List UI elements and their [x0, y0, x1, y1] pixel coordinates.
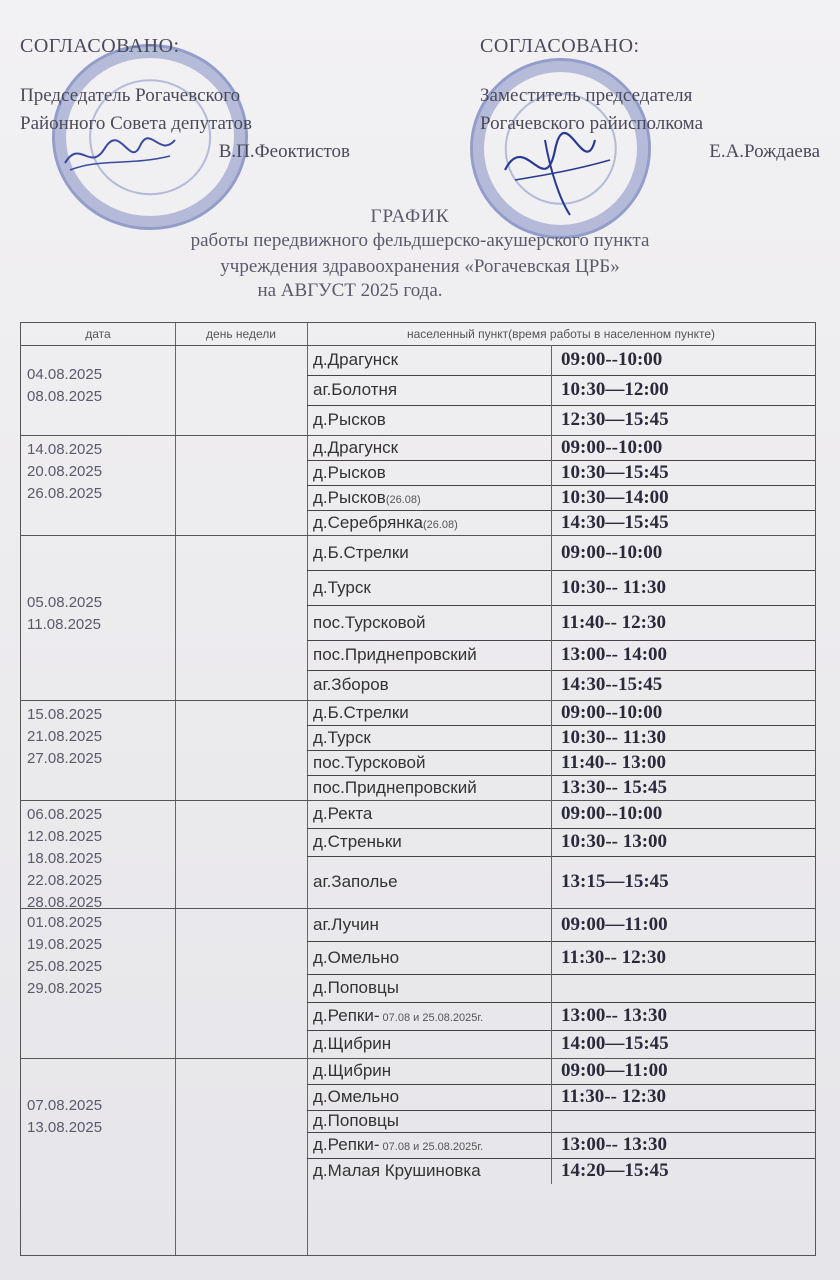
settlement-label: д.Малая Крушиновка: [313, 1161, 481, 1180]
document-title-block: [0, 206, 840, 302]
time-divider: [551, 1002, 552, 1030]
row-divider: [307, 1002, 815, 1003]
settlement-name: [313, 978, 399, 998]
time-divider: [551, 775, 552, 800]
document-period: на АВГУСТ 2025 года.: [257, 280, 443, 301]
row-divider: [307, 670, 815, 671]
time-divider: [551, 510, 552, 535]
settlement-label: д.Ректа: [313, 804, 373, 823]
position-line-2: Рогачевского райисполкома: [480, 113, 704, 134]
settlement-label: д.Щибрин: [313, 1034, 392, 1053]
settlement-label: д.Омельно: [313, 947, 400, 967]
date-value: 28.08.2025: [27, 894, 103, 911]
work-time: 09:00—11:00: [561, 913, 668, 935]
work-time: 14:30—15:45: [561, 511, 669, 533]
row-divider: [307, 941, 815, 942]
time-divider: [551, 1030, 552, 1058]
group-dates: [27, 1095, 102, 1139]
date-note: (26.08): [422, 518, 458, 531]
group-dates: [27, 804, 102, 914]
date-value: 20.08.2025: [27, 463, 103, 480]
time-divider: [551, 1110, 552, 1132]
column-header-place: населенный пункт(время работы в населенном пункте): [307, 323, 815, 346]
work-time: 09:00--10:00: [561, 436, 663, 458]
time-divider: [551, 640, 552, 670]
row-divider: [307, 1158, 815, 1159]
settlement-name: [313, 488, 421, 508]
work-time: 10:30-- 11:30: [561, 726, 667, 748]
signature-left-icon: [60, 128, 180, 178]
work-time: 10:30-- 11:30: [561, 576, 667, 598]
agreed-label: СОГЛАСОВАНО:: [480, 35, 640, 57]
date-value: 21.08.2025: [27, 728, 103, 745]
document-subtitle-2: учреждения здравоохранения «Рогачевская ЦРБ»: [220, 256, 620, 277]
settlement-label: д.Драгунск: [313, 350, 399, 369]
row-divider: [307, 375, 815, 376]
settlement-label: д.Серебрянка: [313, 512, 423, 532]
settlement-name: [313, 915, 379, 935]
work-time: 13:30-- 15:45: [561, 776, 668, 798]
settlement-label: д.Щибрин: [313, 1061, 392, 1080]
settlement-name: [313, 1087, 399, 1107]
date-value: 26.08.2025: [27, 485, 103, 502]
date-value: 15.08.2025: [27, 706, 103, 723]
date-note: 07.08 и 25.08.2025г.: [379, 1012, 484, 1024]
work-time: 10:30—12:00: [561, 379, 669, 400]
settlement-label: д.Стреньки: [313, 832, 402, 851]
settlement-label: д.Турск: [313, 727, 371, 747]
group-dates: [27, 439, 102, 505]
settlement-name: [313, 513, 458, 533]
work-time: 14:30--15:45: [561, 674, 663, 695]
row-divider: [307, 405, 815, 406]
column-header-weekday: день недели: [175, 323, 307, 346]
settlement-label: пос.Турсковой: [313, 752, 426, 772]
work-time: 10:30-- 13:00: [561, 831, 668, 852]
time-divider: [551, 800, 552, 828]
settlement-label: пос.Турсковой: [313, 612, 426, 632]
time-divider: [551, 1132, 552, 1158]
settlement-name: [313, 543, 409, 563]
work-time: 13:00-- 13:30: [561, 1134, 668, 1155]
date-value: 13.08.2025: [27, 1119, 103, 1136]
time-divider: [551, 1058, 552, 1084]
settlement-name: [313, 380, 397, 400]
time-divider: [551, 974, 552, 1002]
row-divider: [307, 856, 815, 857]
row-divider: [307, 1132, 815, 1133]
work-time: 09:00--10:00: [561, 803, 663, 824]
work-time: 14:20—15:45: [561, 1160, 669, 1181]
time-divider: [551, 605, 552, 640]
signatory-name: Е.А.Рождаева: [709, 141, 820, 162]
work-time: 09:00--10:00: [561, 541, 663, 563]
settlement-name: [313, 778, 477, 798]
column-header-date: дата: [21, 323, 175, 346]
schedule-group: [21, 800, 815, 909]
settlement-label: аг.Болотня: [313, 380, 398, 399]
date-value: 11.08.2025: [27, 615, 101, 633]
time-divider: [551, 1158, 552, 1184]
settlement-label: д.Поповцы: [313, 1111, 399, 1130]
date-value: 06.08.2025: [27, 806, 103, 823]
date-value: 05.08.2025: [27, 593, 103, 611]
work-time: 09:00--10:00: [561, 701, 663, 723]
group-dates: [27, 704, 102, 770]
settlement-name: [313, 1161, 481, 1181]
group-dates: [27, 912, 102, 1000]
work-time: 09:00--10:00: [561, 349, 663, 370]
row-divider: [307, 974, 815, 975]
time-divider: [551, 750, 552, 775]
position-line-2: Районного Совета депутатов: [20, 113, 253, 134]
group-dates: [27, 592, 102, 636]
settlement-name: [313, 675, 389, 695]
position-line-1: Заместитель председателя: [480, 85, 693, 106]
settlement-label: д.Поповцы: [313, 978, 399, 997]
date-value: 07.08.2025: [27, 1097, 103, 1114]
time-divider: [551, 405, 552, 435]
settlement-name: [313, 1006, 483, 1026]
position-line-1: Председатель Рогачевского: [20, 85, 241, 106]
date-value: 19.08.2025: [27, 936, 103, 953]
settlement-name: [313, 350, 398, 370]
settlement-name: [313, 438, 398, 458]
settlement-name: [313, 1111, 399, 1131]
date-value: 04.08.2025: [27, 366, 103, 383]
date-value: 14.08.2025: [27, 441, 103, 458]
time-divider: [551, 1084, 552, 1110]
time-divider: [551, 908, 552, 941]
settlement-label: аг.Лучин: [313, 914, 379, 934]
date-value: 25.08.2025: [27, 958, 103, 975]
settlement-label: пос.Приднепровский: [313, 777, 477, 797]
settlement-label: д.Б.Стрелки: [313, 542, 409, 562]
settlement-label: д.Драгунск: [313, 437, 399, 457]
settlement-name: [313, 578, 371, 598]
settlement-label: аг.Заполье: [313, 872, 398, 891]
time-divider: [551, 535, 552, 570]
schedule-table: [20, 322, 816, 1256]
row-divider: [307, 828, 815, 829]
settlement-name: [313, 872, 398, 892]
schedule-group: [21, 345, 815, 436]
group-dates: [27, 364, 102, 408]
settlement-name: [313, 1034, 391, 1054]
settlement-name: [313, 948, 399, 968]
signatory-name: В.П.Феоктистов: [218, 141, 350, 162]
settlement-name: [313, 463, 386, 483]
date-value: 01.08.2025: [27, 914, 103, 931]
time-divider: [551, 941, 552, 974]
settlement-name: [313, 832, 402, 852]
settlement-label: д.Репки-: [313, 1135, 380, 1154]
settlement-label: д.Рысков: [313, 410, 386, 429]
settlement-label: д.Б.Стрелки: [313, 702, 409, 722]
settlement-label: д.Рысков: [313, 487, 386, 507]
time-divider: [551, 460, 552, 485]
work-time: 14:00—15:45: [561, 1033, 669, 1054]
time-divider: [551, 828, 552, 856]
work-time: 11:40-- 13:00: [561, 751, 667, 773]
work-time: 11:30-- 12:30: [561, 946, 667, 968]
settlement-label: д.Турск: [313, 577, 371, 597]
work-time: 11:30-- 12:30: [561, 1086, 667, 1107]
date-value: 27.08.2025: [27, 750, 103, 767]
row-divider: [307, 570, 815, 571]
settlement-name: [313, 728, 371, 748]
document-title: ГРАФИК: [370, 206, 450, 227]
settlement-name: [313, 703, 409, 723]
document-subtitle-1: работы передвижного фельдшерско-акушерского пункта: [190, 230, 650, 251]
row-divider: [307, 1084, 815, 1085]
work-time: 11:40-- 12:30: [561, 611, 667, 633]
row-divider: [307, 605, 815, 606]
settlement-name: [313, 1135, 483, 1155]
time-divider: [551, 670, 552, 700]
settlement-name: [313, 645, 477, 665]
work-time: 12:30—15:45: [561, 409, 669, 430]
date-value: 29.08.2025: [27, 980, 103, 997]
work-time: 13:15—15:45: [561, 871, 669, 892]
date-value: 22.08.2025: [27, 872, 103, 889]
work-time: 13:00-- 14:00: [561, 644, 668, 665]
settlement-label: д.Омельно: [313, 1087, 400, 1106]
settlement-name: [313, 410, 386, 430]
date-note: 07.08 и 25.08.2025г.: [379, 1141, 484, 1153]
settlement-label: пос.Приднепровский: [313, 645, 477, 664]
schedule-group: [21, 908, 815, 1059]
date-value: 18.08.2025: [27, 850, 103, 867]
settlement-name: [313, 753, 425, 773]
signature-right-icon: [495, 120, 615, 220]
work-time: 10:30—14:00: [561, 486, 669, 508]
time-divider: [551, 375, 552, 405]
work-time: 13:00-- 13:30: [561, 1005, 668, 1026]
work-time: 09:00—11:00: [561, 1060, 668, 1081]
settlement-name: [313, 613, 425, 633]
time-divider: [551, 700, 552, 725]
time-divider: [551, 570, 552, 605]
settlement-label: аг.Зборов: [313, 675, 389, 694]
time-divider: [551, 485, 552, 510]
time-divider: [551, 856, 552, 908]
date-value: 08.08.2025: [27, 388, 103, 405]
settlement-name: [313, 804, 372, 824]
date-note: (26.08): [385, 493, 421, 506]
settlement-label: д.Рысков: [313, 462, 386, 482]
date-value: 12.08.2025: [27, 828, 103, 845]
row-divider: [307, 640, 815, 641]
work-time: 10:30—15:45: [561, 461, 669, 483]
time-divider: [551, 345, 552, 375]
agreed-label: СОГЛАСОВАНО:: [20, 35, 180, 57]
time-divider: [551, 435, 552, 460]
time-divider: [551, 725, 552, 750]
settlement-label: д.Репки-: [313, 1006, 380, 1025]
settlement-name: [313, 1061, 391, 1081]
row-divider: [307, 1030, 815, 1031]
